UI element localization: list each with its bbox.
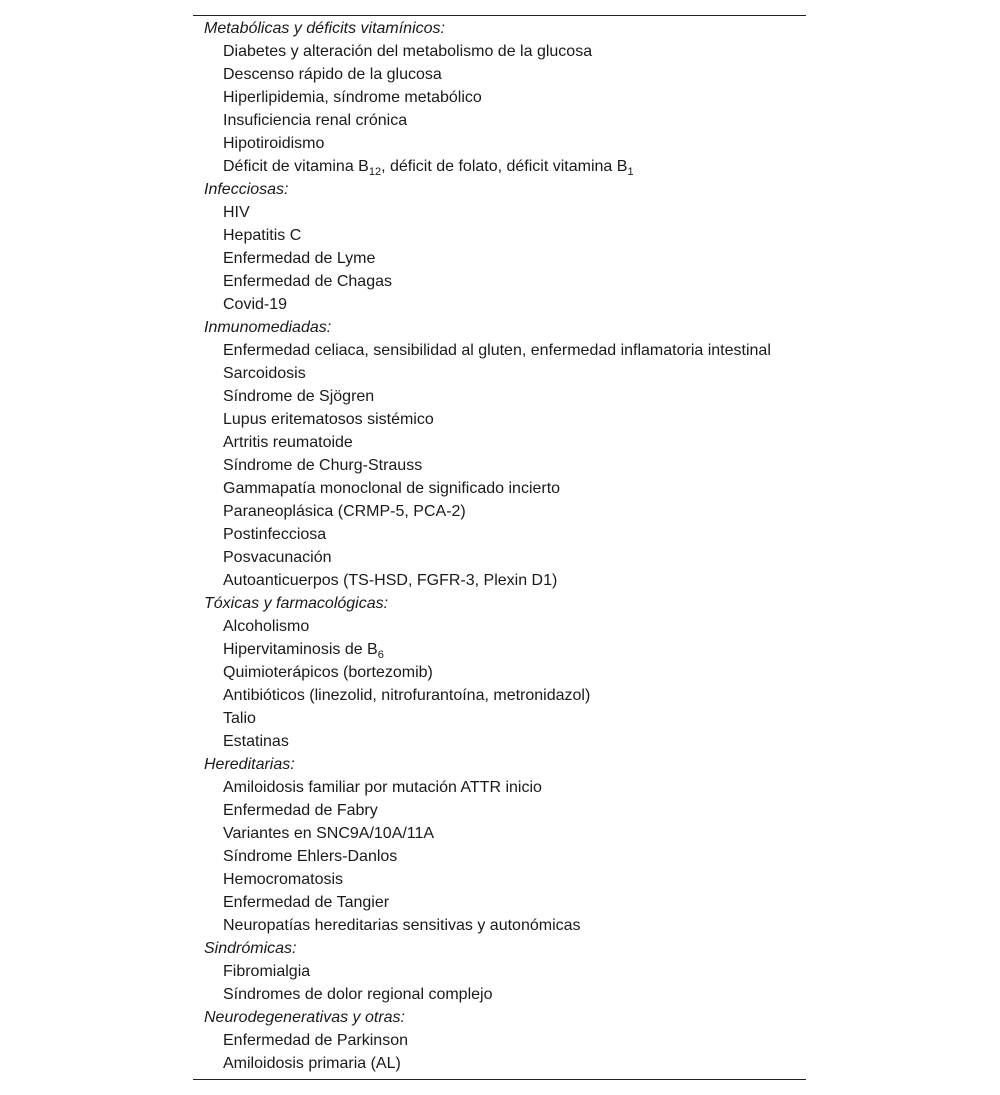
list-item: Paraneoplásica (CRMP-5, PCA-2) (223, 503, 466, 520)
group-heading: Infecciosas: (204, 181, 289, 198)
list-item: Hipotiroidismo (223, 135, 325, 152)
list-item: Hepatitis C (223, 227, 302, 244)
group-heading: Tóxicas y farmacológicas: (204, 595, 389, 612)
group-heading: Sindrómicas: (204, 940, 297, 957)
list-item: Enfermedad de Fabry (223, 802, 378, 819)
list-item: Síndrome de Churg-Strauss (223, 457, 423, 474)
list-item: Artritis reumatoide (223, 434, 353, 451)
list-item: Variantes en SNC9A/10A/11A (223, 825, 435, 842)
text-segment: Hipervitaminosis de B (223, 641, 378, 658)
list-item: Antibióticos (linezolid, nitrofurantoína, metronidazol) (223, 687, 591, 704)
list-item: Hiperlipidemia, síndrome metabólico (223, 89, 482, 106)
list-item: Quimioterápicos (bortezomib) (223, 664, 433, 681)
etiology-table (193, 15, 806, 1080)
list-item: Posvacunación (223, 549, 332, 566)
subscript: 1 (627, 166, 634, 178)
list-item: Alcoholismo (223, 618, 310, 635)
list-item: Enfermedad de Tangier (223, 894, 390, 911)
list-item: Fibromialgia (223, 963, 311, 980)
text-segment: Déficit de vitamina B (223, 158, 369, 175)
list-item: Enfermedad celiaca, sensibilidad al gluten, enfermedad inflamatoria intestinal (223, 342, 771, 359)
list-item: Enfermedad de Lyme (223, 250, 376, 267)
list-item: Lupus eritematosos sistémico (223, 411, 434, 428)
list-item: Hemocromatosis (223, 871, 344, 888)
list-item: Gammapatía monoclonal de significado incierto (223, 480, 561, 497)
list-item: Diabetes y alteración del metabolismo de la glucosa (223, 43, 593, 60)
group-heading: Hereditarias: (204, 756, 295, 773)
group-heading: Inmunomediadas: (204, 319, 332, 336)
list-item: Amiloidosis primaria (AL) (223, 1055, 401, 1072)
list-item: Neuropatías hereditarias sensitivas y autonómicas (223, 917, 581, 934)
list-item: Sarcoidosis (223, 365, 306, 382)
list-item: Síndrome de Sjögren (223, 388, 375, 405)
list-item: Síndrome Ehlers-Danlos (223, 848, 398, 865)
list-item: Covid-19 (223, 296, 288, 313)
list-item: Talio (223, 710, 256, 727)
subscript: 6 (377, 649, 384, 661)
group-heading: Neurodegenerativas y otras: (204, 1009, 405, 1026)
list-item: Autoanticuerpos (TS-HSD, FGFR-3, Plexin D1) (223, 572, 558, 589)
list-item: HIV (223, 204, 250, 221)
text-segment: , déficit de folato, déficit vitamina B (381, 158, 628, 175)
list-item: Estatinas (223, 733, 289, 750)
list-item: Enfermedad de Chagas (223, 273, 392, 290)
list-item: Descenso rápido de la glucosa (223, 66, 442, 83)
list-item (193, 638, 806, 661)
list-item (193, 155, 806, 178)
list-item: Amiloidosis familiar por mutación ATTR inicio (223, 779, 542, 796)
group-heading: Metabólicas y déficits vitamínicos: (204, 20, 445, 37)
list-item: Síndromes de dolor regional complejo (223, 986, 493, 1003)
list-item: Enfermedad de Parkinson (223, 1032, 408, 1049)
list-item: Postinfecciosa (223, 526, 327, 543)
subscript: 12 (368, 166, 382, 178)
list-item: Insuficiencia renal crónica (223, 112, 408, 129)
